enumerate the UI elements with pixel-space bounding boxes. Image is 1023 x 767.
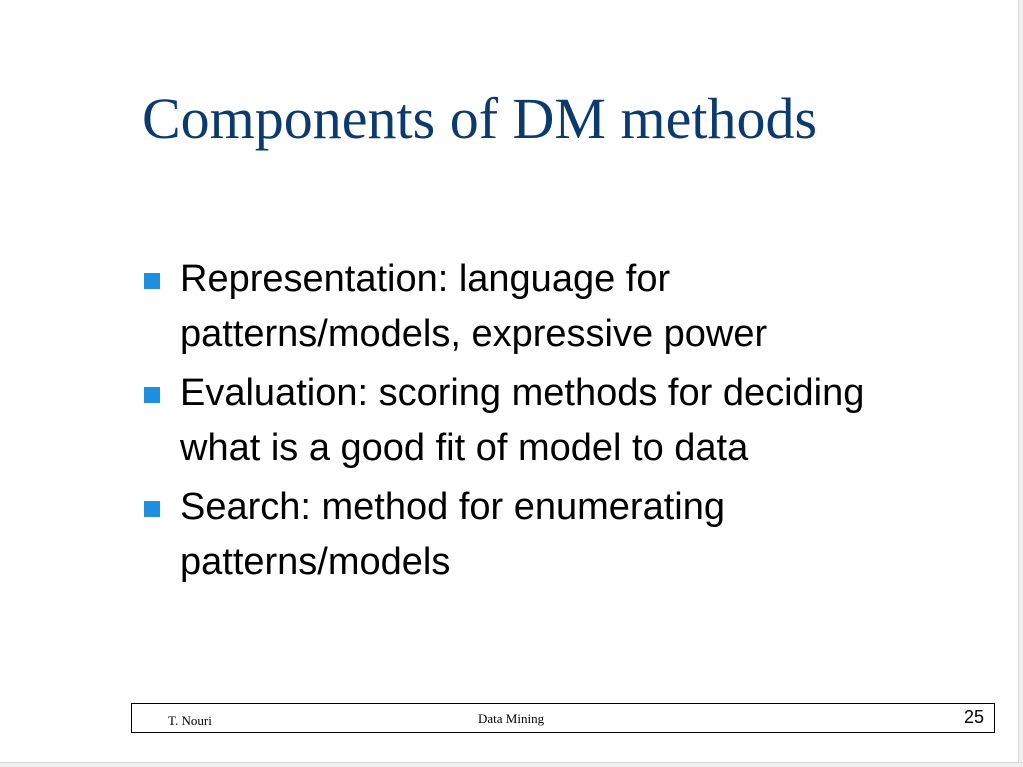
footer-course-title: Data Mining <box>478 711 545 726</box>
square-bullet-icon <box>144 273 160 289</box>
square-bullet-icon <box>144 387 160 403</box>
square-bullet-icon <box>144 501 160 517</box>
bullet-item-evaluation <box>142 366 952 476</box>
slide-title: Components of DM methods <box>142 86 818 151</box>
bullet-item-search <box>142 480 952 590</box>
bullet-text: Search: method for enumerating patterns/models <box>180 486 725 583</box>
bullet-list <box>142 252 952 594</box>
bullet-text: Evaluation: scoring methods for deciding what is a good fit of model to data <box>180 372 865 469</box>
bullet-text: Representation: language for patterns/models, expressive power <box>180 258 768 355</box>
slide-edge-bottom <box>0 762 1023 767</box>
slide-edge-right <box>1018 0 1023 767</box>
bullet-item-representation <box>142 252 952 362</box>
slide-footer <box>131 703 995 733</box>
footer-author: T. Nouri <box>168 713 212 728</box>
page-number: 25 <box>963 707 984 727</box>
